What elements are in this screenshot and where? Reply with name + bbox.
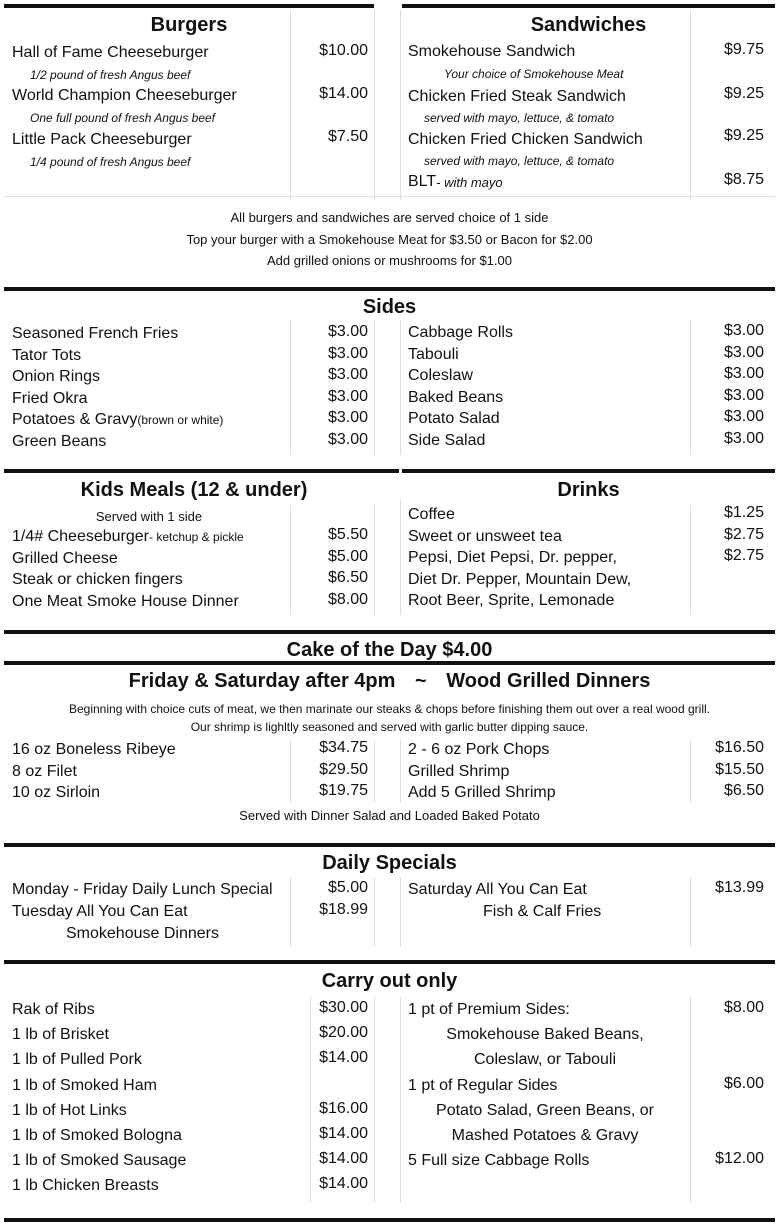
menu-item <box>12 431 106 453</box>
item-desc: 1/4 pound of fresh Angus beef <box>30 155 191 169</box>
menu-item <box>408 782 556 804</box>
section-rule <box>4 843 775 847</box>
item-price: $3.00 <box>723 343 764 361</box>
menu-item <box>408 526 562 548</box>
special-price: $18.99 <box>319 901 368 918</box>
item-price: $29.50 <box>319 760 368 778</box>
section-rule-left <box>4 469 399 473</box>
item-name: Add 5 Grilled Shrimp <box>408 784 556 801</box>
item-price: $15.50 <box>715 760 764 778</box>
section-rule <box>4 661 775 665</box>
item-name: Seasoned French Fries <box>12 325 179 342</box>
special-price: $5.00 <box>327 879 368 896</box>
menu-item <box>400 1024 690 1046</box>
menu-item <box>12 1125 182 1147</box>
menu-item <box>12 345 81 367</box>
menu-item <box>408 1075 557 1097</box>
menu-item <box>12 129 192 151</box>
item-name: Sweet or unsweet tea <box>408 527 562 545</box>
item-price: $6.50 <box>327 569 368 586</box>
item-price: $14.00 <box>319 1175 368 1193</box>
item-note: (brown or white) <box>137 413 224 427</box>
item-price: $3.00 <box>327 430 368 448</box>
menu-item <box>12 999 95 1021</box>
item-price: $19.75 <box>319 782 368 799</box>
menu-item <box>12 761 77 783</box>
item-name: Mashed Potatoes & Gravy <box>451 1127 639 1144</box>
menu-item <box>400 1049 690 1071</box>
item-name: One Meat Smoke House Dinner <box>12 592 239 610</box>
item-desc: 1/2 pound of fresh Angus beef <box>30 68 191 82</box>
menu-item <box>408 41 575 63</box>
top-rule-left <box>4 4 374 8</box>
item-name: Pepsi, Diet Pepsi, Dr. pepper, <box>408 549 617 566</box>
top-rule-right <box>402 4 775 8</box>
menu-item <box>12 548 118 570</box>
item-name: World Champion Cheeseburger <box>12 87 237 104</box>
menu-item <box>12 1175 159 1197</box>
bottom-rule <box>4 1218 775 1222</box>
item-name: Potatoes & Gravy <box>12 411 138 428</box>
item-price: $10.00 <box>319 42 368 59</box>
grill-title <box>0 670 779 693</box>
kids-title: Kids Meals (12 & under) <box>80 479 308 501</box>
item-name: Smokehouse Sandwich <box>408 43 576 60</box>
item-price: $5.50 <box>327 526 368 543</box>
item-price: $3.00 <box>723 429 764 447</box>
item-price: $14.00 <box>319 85 368 102</box>
item-name: Potato Salad <box>408 410 500 427</box>
burgers-title: Burgers <box>150 14 228 36</box>
sandwiches-title: Sandwiches <box>530 14 647 36</box>
sides-title: Sides <box>362 296 417 318</box>
item-desc: Your choice of Smokehouse Meat <box>444 67 624 81</box>
section-rule <box>4 287 775 291</box>
item-price: $3.00 <box>327 366 368 383</box>
special-item: Smokehouse Dinners <box>66 925 219 942</box>
menu-item <box>12 1100 127 1122</box>
grill-title-tilde: ~ <box>414 670 427 692</box>
special-item: Monday - Friday Daily Lunch Special <box>12 881 273 898</box>
item-price: $9.25 <box>723 85 764 102</box>
item-name: Green Beans <box>12 432 107 450</box>
item-name: Chicken Fried Steak Sandwich <box>408 88 626 105</box>
item-desc: served with mayo, lettuce, & tomato <box>424 111 615 125</box>
menu-item <box>408 590 614 612</box>
menu-item <box>12 388 88 410</box>
menu-item <box>12 569 183 591</box>
item-name: 5 Full size Cabbage Rolls <box>408 1152 590 1170</box>
item-price: $16.50 <box>715 739 764 756</box>
item-price: $3.00 <box>723 365 764 382</box>
item-name: Grilled Cheese <box>12 549 118 567</box>
item-price: $3.00 <box>327 409 368 426</box>
special-item: Tuesday All You Can Eat <box>12 903 188 920</box>
drinks-title: Drinks <box>557 479 620 501</box>
item-name: Coleslaw <box>408 367 473 384</box>
item-name: Grilled Shrimp <box>408 762 510 780</box>
menu-item <box>12 1075 157 1097</box>
item-price: $8.75 <box>723 171 764 188</box>
item-price: $5.00 <box>327 547 368 565</box>
item-price: $6.50 <box>723 782 764 799</box>
item-name: BLT <box>408 173 437 190</box>
menu-item <box>408 387 503 409</box>
menu-item <box>12 85 237 107</box>
special-item: Saturday All You Can Eat <box>408 881 587 898</box>
item-price: $34.75 <box>319 739 368 756</box>
item-name: 16 oz Boneless Ribeye <box>12 741 176 758</box>
menu-item <box>408 171 503 193</box>
item-name: Steak or chicken fingers <box>12 571 183 588</box>
cake-of-the-day: Cake of the Day $4.00 <box>286 639 493 661</box>
menu-item <box>12 526 244 548</box>
item-suffix: - with mayo <box>436 174 503 190</box>
item-name: Coffee <box>408 506 455 523</box>
item-name: 1 lb of Smoked Bologna <box>12 1127 182 1144</box>
item-price: $2.75 <box>723 547 764 564</box>
grill-title-right: Wood Grilled Dinners <box>446 670 651 692</box>
item-name: Baked Beans <box>408 388 504 406</box>
item-price: $7.50 <box>327 128 368 145</box>
item-note: - ketchup & pickle <box>148 530 244 544</box>
item-price: $2.75 <box>723 525 764 543</box>
item-name: Tabouli <box>408 345 459 363</box>
special-price: $13.99 <box>715 879 764 896</box>
item-price: $3.00 <box>723 322 764 339</box>
item-price: $12.00 <box>715 1150 764 1168</box>
item-name: Side Salad <box>408 431 486 449</box>
menu-item <box>408 430 485 452</box>
item-name: 1 lb Chicken Breasts <box>12 1177 159 1195</box>
item-price: $9.25 <box>723 127 764 144</box>
item-name: 1 pt of Regular Sides <box>408 1076 558 1094</box>
item-price: $6.00 <box>723 1074 764 1092</box>
menu-item <box>12 42 209 64</box>
item-price: $1.25 <box>723 504 764 521</box>
item-price: $16.00 <box>319 1099 368 1117</box>
specials-title: Daily Specials <box>322 852 457 874</box>
item-name: 1 lb of Pulled Pork <box>12 1051 142 1069</box>
item-price: $8.00 <box>327 590 368 608</box>
grill-title-left: Friday & Saturday after 4pm <box>128 670 396 692</box>
item-name: 1 lb of Brisket <box>12 1026 109 1044</box>
menu-item <box>12 1150 186 1172</box>
item-name: 1 lb of Smoked Sausage <box>12 1152 187 1170</box>
item-name: Root Beer, Sprite, Lemonade <box>408 592 615 609</box>
item-price: $3.00 <box>723 408 764 425</box>
menu-item <box>408 365 473 387</box>
item-price: $20.00 <box>319 1024 368 1042</box>
section-rule <box>4 630 775 634</box>
grill-desc: Our shrimp is lighltly seasoned and served with garlic butter dipping sauce. <box>190 720 589 734</box>
menu-item <box>408 86 626 108</box>
item-name: Little Pack Cheeseburger <box>12 131 192 148</box>
menu-item <box>408 569 631 591</box>
item-name: Diet Dr. Pepper, Mountain Dew, <box>408 570 632 588</box>
item-name: 1/4# Cheeseburger <box>12 528 149 545</box>
menu-item <box>12 409 223 431</box>
item-name: 1 lb of Smoked Ham <box>12 1076 157 1094</box>
grill-desc: Beginning with choice cuts of meat, we then marinate our steaks & chops before finishing them out over a real wood grill. <box>68 702 710 716</box>
menu-item <box>12 782 100 804</box>
menu-item <box>408 999 570 1021</box>
item-name: 1 pt of Premium Sides: <box>408 1001 570 1018</box>
burger-note: Add grilled onions or mushrooms for $1.00 <box>267 253 512 268</box>
menu-item <box>408 129 643 151</box>
section-rule-right <box>402 469 775 473</box>
item-desc: One full pound of fresh Angus beef <box>30 111 216 125</box>
item-name: Fried Okra <box>12 389 88 407</box>
item-price: $14.00 <box>319 1150 368 1168</box>
menu-item <box>408 344 459 366</box>
menu-item <box>12 323 178 345</box>
kids-subtitle: Served with 1 side <box>95 508 203 524</box>
item-name: 10 oz Sirloin <box>12 784 101 801</box>
menu-item <box>12 591 239 613</box>
item-price: $3.00 <box>723 386 764 404</box>
grill-footer: Served with Dinner Salad and Loaded Baked Potato <box>239 808 540 823</box>
item-name: Coleslaw, or Tabouli <box>473 1051 616 1069</box>
menu-item <box>408 504 455 526</box>
item-price: $3.00 <box>327 344 368 362</box>
menu-item <box>408 761 509 783</box>
item-name: 1 lb of Hot Links <box>12 1101 127 1119</box>
item-price: $3.00 <box>327 387 368 405</box>
carryout-title: Carry out only <box>321 970 458 992</box>
item-name: 2 - 6 oz Pork Chops <box>408 741 550 758</box>
menu-item <box>400 1125 690 1147</box>
item-name: Hall of Fame Cheeseburger <box>12 44 209 61</box>
menu-item <box>408 322 513 344</box>
menu-item <box>400 1100 690 1122</box>
menu-item <box>12 366 100 388</box>
item-name: Potato Salad, Green Beans, or <box>436 1101 654 1119</box>
burger-note: All burgers and sandwiches are served choice of 1 side <box>230 210 549 225</box>
item-name: Cabbage Rolls <box>408 324 513 341</box>
menu-item <box>408 739 549 761</box>
menu-item <box>12 1049 142 1071</box>
menu-item <box>408 1150 589 1172</box>
item-price: $30.00 <box>319 999 368 1016</box>
item-price: $9.75 <box>723 41 764 58</box>
menu-item <box>12 739 176 761</box>
item-name: Smokehouse Baked Beans, <box>446 1026 644 1044</box>
item-price: $14.00 <box>319 1049 368 1067</box>
item-name: Onion Rings <box>12 368 101 385</box>
item-name: 8 oz Filet <box>12 762 77 780</box>
item-name: Rak of Ribs <box>12 1001 95 1018</box>
menu-item <box>408 408 500 430</box>
item-price: $8.00 <box>723 999 764 1016</box>
menu-item <box>408 547 617 569</box>
section-rule <box>4 960 775 964</box>
item-name: Chicken Fried Chicken Sandwich <box>408 131 643 148</box>
item-price: $14.00 <box>319 1125 368 1142</box>
item-price: $3.00 <box>327 323 368 340</box>
item-desc: served with mayo, lettuce, & tomato <box>424 154 615 168</box>
menu-item <box>12 1024 109 1046</box>
item-name: Tator Tots <box>12 346 82 364</box>
burger-note: Top your burger with a Smokehouse Meat for $3.50 or Bacon for $2.00 <box>186 232 593 247</box>
special-item: Fish & Calf Fries <box>483 903 602 920</box>
